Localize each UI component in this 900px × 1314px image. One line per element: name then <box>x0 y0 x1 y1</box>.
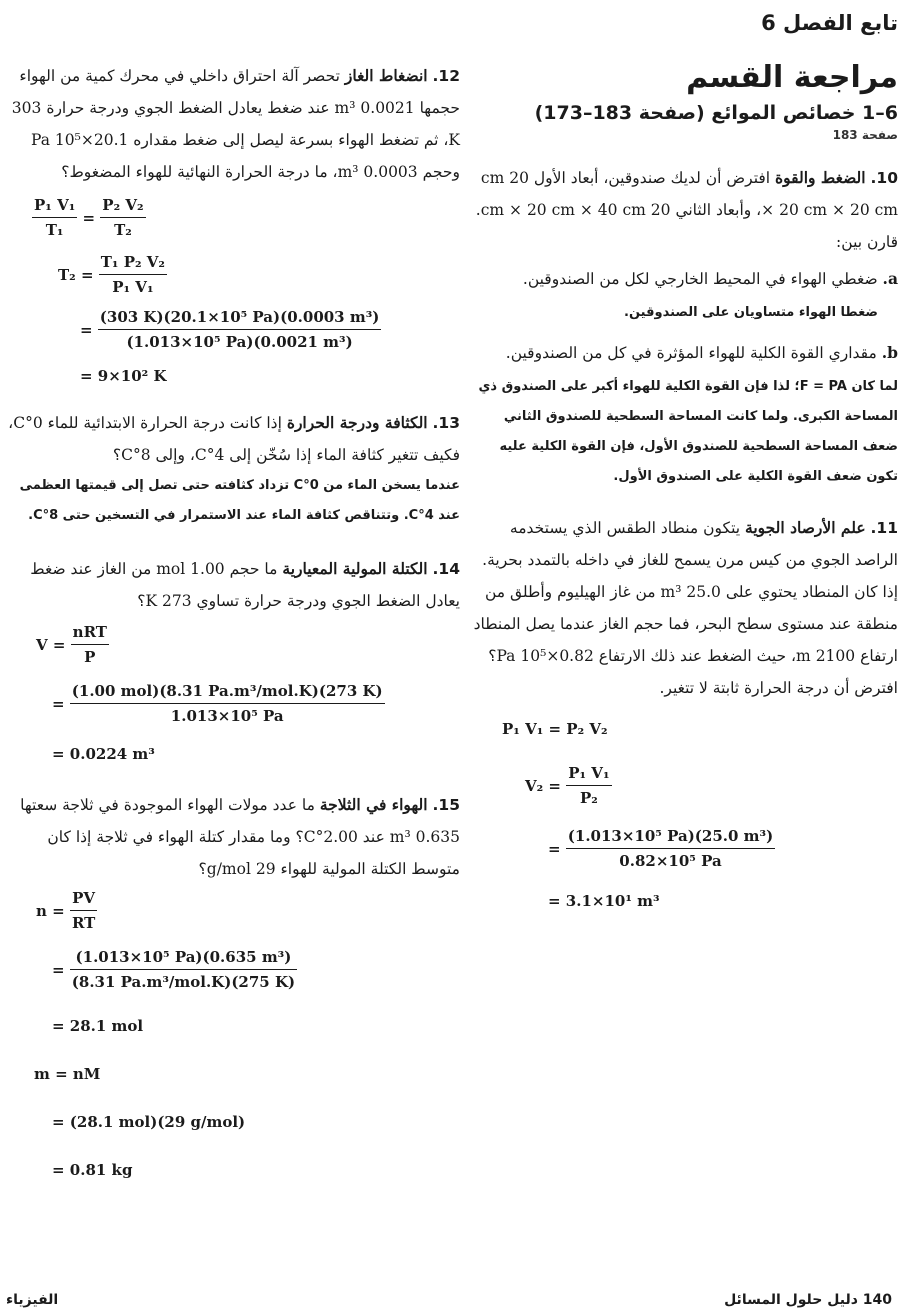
denominator: RT <box>71 914 96 932</box>
equation-lhs: T₂ = <box>58 265 94 284</box>
equation <box>0 251 460 298</box>
part-text: مقداري القوة الكلية للهواء المؤثرة في كل من الصندوقين. <box>505 344 877 362</box>
part-label: b. <box>881 343 898 362</box>
question-number: 15. <box>432 796 460 814</box>
denominator: T₂ <box>114 221 132 239</box>
chapter-heading: تابع الفصل 6 <box>761 11 898 35</box>
question-text: تحصر آلة احتراق داخلي في محرك كمية من الهواء حجمها 0.0021 m³ عند ضغط يعادل الضغط الجوي ودرجة حرارة 303 K، ثم تضغط الهواء بسرعة ليصل إلى ضغط مقداره 20.1×10⁵ Pa وحجم 0.0003 m³، ما درجة الحرارة النهائية للهواء المضغوط؟ <box>11 67 460 181</box>
part-a <box>470 264 898 294</box>
equation-lhs: V = <box>36 635 66 654</box>
denominator: P₂ <box>579 789 598 807</box>
part-a-answer: ضغطا الهواء متساويان على الصندوقين. <box>624 305 878 320</box>
denominator: (1.013×10⁵ Pa)(0.0021 m³) <box>126 333 353 351</box>
result: = 0.81 kg <box>52 1161 133 1179</box>
fraction <box>32 194 77 241</box>
question-text: يتكون منطاد الطقس الذي يستخدمه الراصد الجوي من كيس مرن يسمح للغاز في داخله بالتمدد بحرية. إذا كان المنطاد يحتوي على 25.0 m³ من غاز الهيليوم وأطلق من منطقة عند مستوى سطح البحر، فما حجم الغاز عندما يصل المنطاد ارتفاع 2100 m، حيث الضغط عند ذلك الارتفاع 0.82×10⁵ Pa؟ افترض أن درجة الحرارة ثابتة لا تتغير. <box>473 519 898 697</box>
question-13-answer: عندما يسخن الماء من 0°C تزداد كثافته حتى تصل إلى قيمتها العظمى عند 4°C. وتتناقص كثافة الماء عند الاستمرار في التسخين حتى 8°C. <box>19 478 460 523</box>
question-11 <box>470 512 898 704</box>
question-number: 14. <box>432 560 460 578</box>
numerator: (1.013×10⁵ Pa)(0.635 m³) <box>70 946 297 970</box>
question-text: ما حجم 1.00 mol من الغاز عند ضغط يعادل الضغط الجوي ودرجة حرارة تساوي 273 K؟ <box>30 560 460 610</box>
subsection-title: 6–1 خصائص الموائع (صفحة 183–173) <box>534 102 898 124</box>
fraction <box>566 825 775 872</box>
question-number: 12. <box>432 67 460 85</box>
part-text: ضغطي الهواء في المحيط الخارجي لكل من الصندوقين. <box>522 270 878 288</box>
question-14 <box>0 553 460 617</box>
fraction <box>70 680 385 727</box>
denominator: P <box>84 648 96 666</box>
equation <box>470 762 898 809</box>
footer-subject: الفيزياء <box>6 1292 59 1308</box>
question-10 <box>470 162 898 258</box>
question-text: افترض أن لديك صندوقين، أبعاد الأول 20 cm × 20 cm × 20 cm، وأبعاد الثاني 20 cm × 20 cm × 40 cm. قارن بين: <box>475 169 898 251</box>
equation-lhs: V₂ = <box>525 776 561 795</box>
numerator: P₂ V₂ <box>100 194 145 218</box>
fraction <box>98 306 382 353</box>
denominator: 1.013×10⁵ Pa <box>170 707 284 725</box>
denominator: T₁ <box>45 221 64 239</box>
equation: $\frac{\text{P₁ V₁}}{\text{T₁}}$ = $\frac{\text{P₂ V₂}}{\text{T₂}}$ <box>34 196 144 239</box>
fraction <box>70 946 297 993</box>
equation: P₁ V₁ = P₂ V₂ <box>502 720 608 738</box>
result: = 0.0224 m³ <box>52 745 155 763</box>
question-text: إذا كانت درجة الحرارة الابتدائية للماء 0°C، فكيف تتغير كثافة الماء إذا سُخّن إلى 4°C، وإلى 8°C؟ <box>8 414 460 464</box>
equation: = $\frac{\text{(1.00 mol)(8.31 Pa.m³/mol.K)(273 K)}}{\text{1.013×10⁵ Pa}}$ <box>52 682 383 725</box>
result: = 9×10² K <box>80 367 167 385</box>
question-number: 11. <box>870 519 898 537</box>
question-15 <box>0 789 460 885</box>
section-title: مراجعة القسم <box>686 60 898 95</box>
part-b <box>470 338 898 368</box>
equation-lhs: n = <box>36 901 65 920</box>
question-text: ما عدد مولات الهواء الموجودة في ثلاجة سعتها 0.635 m³ عند 2.00°C؟ وما مقدار كتلة الهواء في ثلاجة إذا كان متوسط الكتلة المولية للهواء 29 g/mol؟ <box>20 796 460 878</box>
equation: = $\frac{\text{(1.013×10⁵ Pa)(25.0 m³)}}{\text{0.82×10⁵ Pa}}$ <box>548 827 774 870</box>
page-reference: صفحة 183 <box>832 128 898 142</box>
fraction <box>100 194 145 241</box>
equation: m = nM <box>34 1065 101 1083</box>
equation <box>0 621 460 668</box>
result: = 3.1×10¹ m³ <box>548 892 660 910</box>
numerator: (1.013×10⁵ Pa)(25.0 m³) <box>566 825 775 849</box>
question-title: الضغط والقوة <box>775 168 866 187</box>
question-number: 13. <box>432 414 460 432</box>
footer-page <box>724 1292 892 1308</box>
numerator: P₁ V₁ <box>32 194 77 218</box>
fraction <box>99 251 167 298</box>
part-label: a. <box>882 269 898 288</box>
equation: = (28.1 mol)(29 g/mol) <box>52 1113 246 1131</box>
question-12 <box>0 60 460 188</box>
fraction <box>566 762 611 809</box>
equation: = $\frac{\text{(1.013×10⁵ Pa)(0.635 m³)}}{\text{(8.31 Pa.m³/mol.K)(275 K)}}$ <box>52 948 296 991</box>
denominator: (8.31 Pa.m³/mol.K)(275 K) <box>71 973 296 991</box>
question-title: الكتلة المولية المعيارية <box>282 559 428 578</box>
numerator: PV <box>70 887 97 911</box>
question-title: الكثافة ودرجة الحرارة <box>286 413 428 432</box>
question-title: علم الأرصاد الجوية <box>745 518 866 537</box>
result: = 28.1 mol <box>52 1017 144 1035</box>
left-column <box>0 60 460 1181</box>
equation <box>0 887 460 934</box>
numerator: (303 K)(20.1×10⁵ Pa)(0.0003 m³) <box>98 306 382 330</box>
part-b-answer: لما كان F = PA؛ لذا فإن القوة الكلية للهواء أكبر على الصندوق ذي المساحة الكبرى. ولما كانت المساحة السطحية للصندوق الثاني ضعف المساحة السطحية للصندوق الأول، فإن القوة الكلية عليه تكون ضعف القوة الكلية على الصندوق الأول. <box>478 379 898 484</box>
fraction <box>71 621 109 668</box>
question-title: انضغاط الغاز <box>344 66 428 85</box>
question-number: 10. <box>870 169 898 187</box>
numerator: nRT <box>71 621 109 645</box>
page-number: 140 <box>862 1292 892 1308</box>
question-title: الهواء في الثلاجة <box>319 795 428 814</box>
numerator: T₁ P₂ V₂ <box>99 251 167 275</box>
denominator: P₁ V₁ <box>112 278 154 296</box>
fraction <box>70 887 97 934</box>
right-column <box>470 8 898 912</box>
numerator: P₁ V₁ <box>566 762 611 786</box>
denominator: 0.82×10⁵ Pa <box>619 852 722 870</box>
question-13 <box>0 407 460 471</box>
numerator: (1.00 mol)(8.31 Pa.m³/mol.K)(273 K) <box>70 680 385 704</box>
equation: = $\frac{\text{(303 K)(20.1×10⁵ Pa)(0.0003 m³)}}{\text{(1.013×10⁵ Pa)(0.0021 m³)}}$ <box>80 308 380 351</box>
book-title: دليل حلول المسائل <box>724 1292 858 1308</box>
